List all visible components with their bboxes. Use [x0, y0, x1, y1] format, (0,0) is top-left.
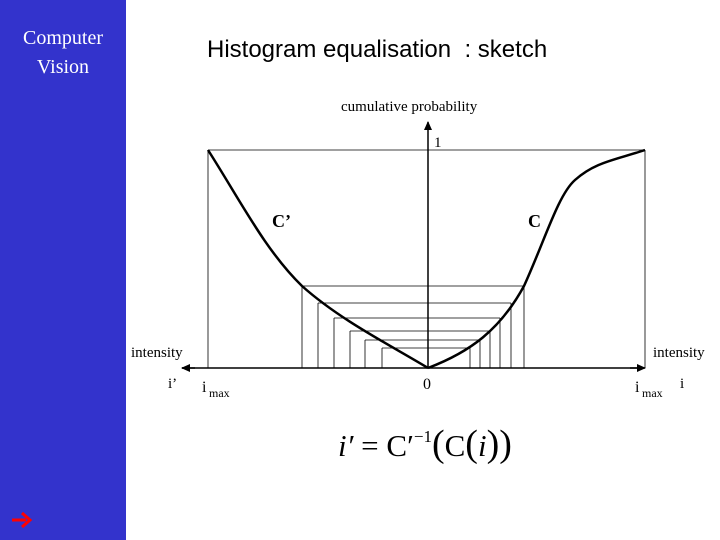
- formula-exponent: −1: [413, 427, 432, 446]
- course-title-line2: Vision: [36, 56, 90, 78]
- formula-c-prime: C′: [386, 428, 414, 463]
- course-title-line1: Computer: [23, 27, 103, 49]
- c-curve: [428, 150, 645, 368]
- left-intensity-label: intensity: [131, 345, 183, 361]
- c-prime-label: C’: [272, 211, 291, 231]
- i-prime-label: i’: [168, 376, 178, 392]
- formula-paren-open: (: [431, 423, 445, 465]
- course-title: [0, 24, 126, 82]
- y-axis-label: cumulative probability: [341, 99, 478, 115]
- formula-lhs: i′: [338, 428, 354, 463]
- formula-equals: =: [361, 428, 379, 463]
- right-intensity-label: intensity: [653, 345, 705, 361]
- left-imax-i: i: [202, 379, 207, 396]
- i-label: i: [680, 376, 685, 392]
- histogram-equalisation-diagram: [126, 80, 720, 410]
- equalisation-formula: [338, 412, 512, 471]
- formula-c: C: [444, 428, 466, 463]
- origin-label: 0: [423, 376, 431, 393]
- c-label: C: [528, 211, 541, 231]
- formula-paren-close: )): [486, 423, 512, 465]
- slide-title: Histogram equalisation : sketch: [207, 36, 548, 63]
- probability-one-tick: 1: [434, 135, 442, 151]
- arrow-right-icon[interactable]: [11, 510, 33, 530]
- right-imax-i: i: [635, 379, 640, 396]
- left-imax-sub: max: [209, 386, 230, 400]
- formula-arg: i: [477, 428, 487, 463]
- sidebar: [0, 0, 126, 540]
- formula-paren-inner-open: (: [465, 423, 478, 465]
- right-imax-sub: max: [642, 386, 663, 400]
- mapping-lines: [302, 286, 524, 368]
